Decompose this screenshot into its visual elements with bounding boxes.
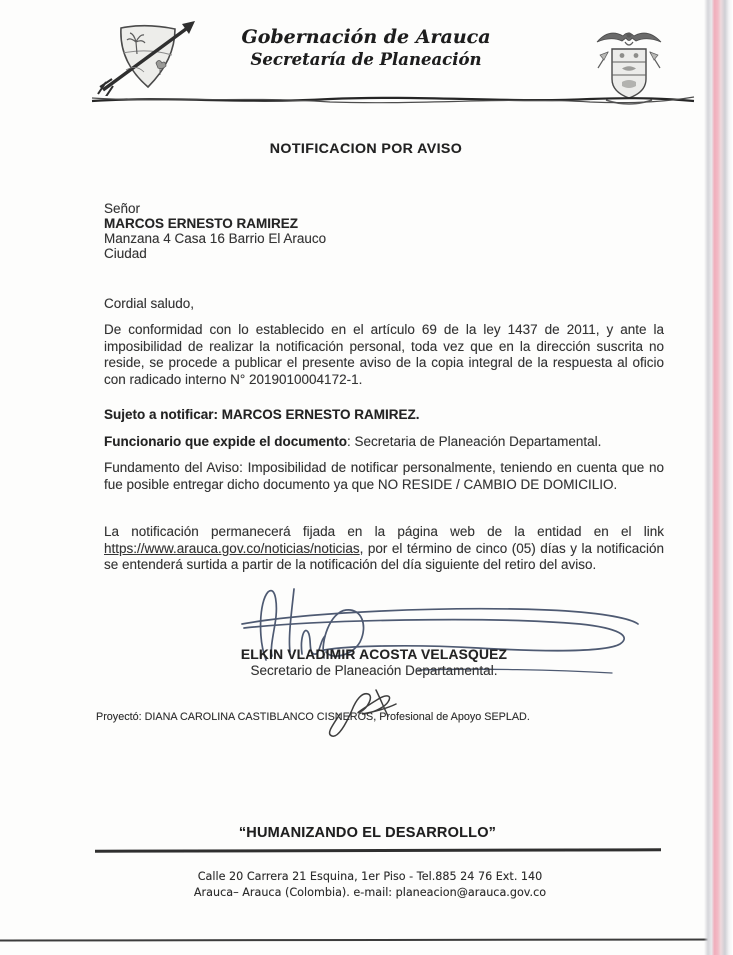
page-bottom-scan-edge xyxy=(0,938,733,941)
signer-name: ELKIN VLADIMIR ACOSTA VELASQUEZ xyxy=(240,647,508,662)
footer-divider xyxy=(95,848,661,852)
footer-address-line: Calle 20 Carrera 21 Esquina, 1er Piso - Tel.885 24 76 Ext. 140 xyxy=(197,870,543,883)
drafted-by-line: Proyectó: DIANA CAROLINA CASTIBLANCO CISNEROS, Profesional de Apoyo SEPLAD. xyxy=(96,711,530,723)
recipient-name: MARCOS ERNESTO RAMIREZ xyxy=(104,216,299,231)
recipient-address: Manzana 4 Casa 16 Barrio El Arauco xyxy=(104,231,327,246)
paragraph-legal-basis: De conformidad con lo establecido en el artículo 69 de la ley 1437 de 2011, y ante la imposibilidad de realizar la notificación personal, toda vez que en la dirección suscrita no reside, se procede a publicar el presente aviso de la copia integral de la respuesta al oficio con radicado interno N° 2019010004172-1. xyxy=(104,322,664,387)
page-right-scan-edge xyxy=(704,0,733,955)
footer-email-line: Arauca– Arauca (Colombia). e-mail: planeacion@arauca.gov.co xyxy=(193,886,547,899)
web-publication-text-after: , por el término de cinco (05) días y la notificación se entenderá surtida a partir de la notificación del día siguiente del retiro del aviso. xyxy=(104,540,664,572)
web-publication-text-before: La notificación permanecerá fijada en la página web de la entidad en el link xyxy=(104,524,664,539)
footer-contact-block xyxy=(105,869,635,901)
header-divider xyxy=(90,93,696,107)
recipient-city: Ciudad xyxy=(104,246,147,261)
document-title: NOTIFICACION POR AVISO xyxy=(269,141,463,157)
recipient-salutation: Señor xyxy=(104,201,141,216)
subject-to-notify-line: Sujeto a notificar: MARCOS ERNESTO RAMIREZ. xyxy=(104,407,420,422)
signer-title: Secretario de Planeación Departamental. xyxy=(250,663,498,678)
org-department: Secretaría de Planeación xyxy=(250,50,482,69)
issuing-official-label: Funcionario que expide el documento xyxy=(104,434,348,449)
noticias-link[interactable]: https://www.arauca.gov.co/noticias/noticias xyxy=(104,540,360,556)
recipient-block xyxy=(104,201,326,261)
slogan: “HUMANIZANDO EL DESARROLLO” xyxy=(238,825,497,841)
issuing-official-line xyxy=(104,434,601,449)
web-publication-paragraph xyxy=(104,524,664,574)
org-name: Gobernación de Arauca xyxy=(241,26,491,48)
notice-basis-paragraph: Fundamento del Aviso: Imposibilidad de notificar personalmente, teniendo en cuenta que no fue posible entregar dicho documento ya que NO RESIDE / CAMBIO DE DOMICILIO. xyxy=(104,460,664,492)
issuing-official-value: : Secretaria de Planeación Departamental. xyxy=(347,434,602,449)
greeting-line: Cordial saludo, xyxy=(104,296,195,311)
